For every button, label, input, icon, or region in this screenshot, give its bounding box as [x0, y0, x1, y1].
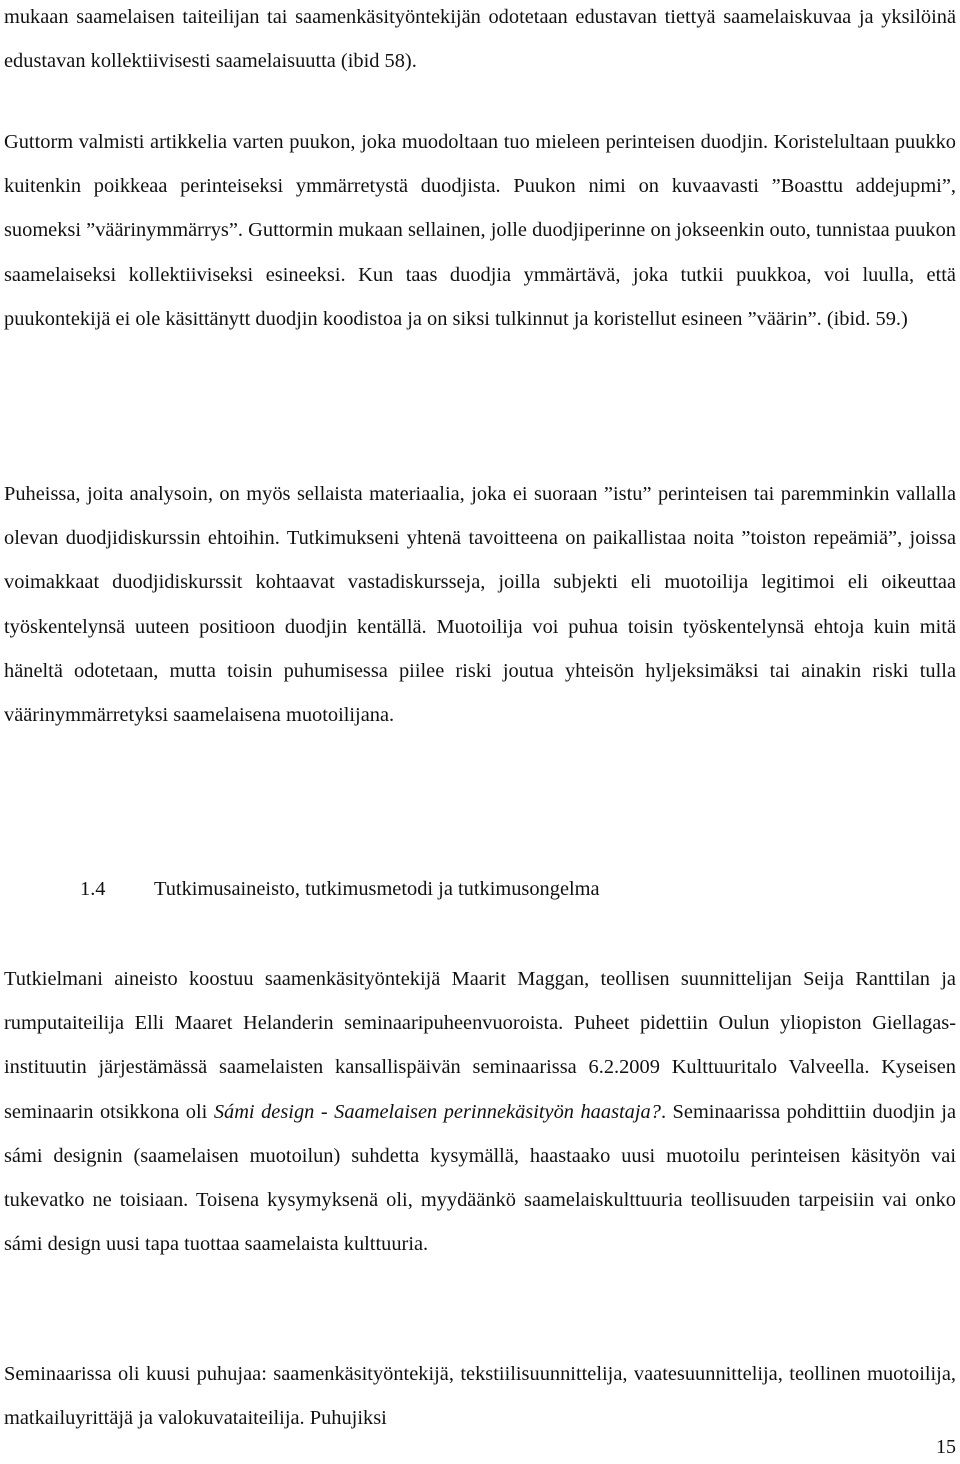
- paragraph-guttorm-puukko: Guttorm valmisti artikkelia varten puukon, joka muodoltaan tuo mieleen perinteisen duodjin. Koristelultaan puukko kuitenkin poikkeaa perinteiseksi ymmärretystä duodjista. Puukon nimi on kuvaavasti ”Boasttu addejupmi”, suomeksi ”väärinymmärrys”. Guttormin mukaan sellainen, jolle duodjiperinne on jokseenkin outo, tunnistaa puukon saamelaiseksi kollektiiviseksi esineeksi. Kun taas duodjia ymmärtävä, joka tutkii puukkoa, voi luulla, että puukontekijä ei ole käsittänytt duodjin koodistoa ja on siksi tulkinnut ja koristellut esineen ”väärin”. (ibid. 59.): [4, 131, 956, 330]
- seminar-title-italic: Sámi design - Saamelaisen perinnekäsityön haastaja?: [213, 1100, 661, 1123]
- paragraph-saamelaiskuva: mukaan saamelaisen taiteilijan tai saamenkäsityöntekijän odotetaan edustavan tiettyä saamelaiskuvaa ja yksilöinä edustavan kollektiivisesti saamelaisuutta (ibid 58).: [4, 6, 956, 73]
- section-number: 1.4: [80, 878, 106, 900]
- paragraph-aineisto-text-start: Tutkielmani aineisto koostuu saamenkäsityöntekijä Maarit Maggan, teollisen suunnittelijan Seija Ranttilan ja rumputaiteilija Elli Maaret Helanderin seminaaripuheenvuoroista. Puheet pidettiin Oulun yliopiston Giellagas-instituutin järjestämässä saamelaisten kansallispäivän seminaarissa 6.2.2009 Kulttuuritalo Valveella. Kyseisen seminaarin otsikkona oli: [4, 968, 956, 1123]
- paragraph-aineisto: [4, 957, 956, 1266]
- paragraph-aineisto-text-end: . Seminaarissa pohdittiin duodjin ja sámi designin (saamelaisen muotoilun) suhdetta kysymällä, haastaako uusi muotoilu perinteisen käsityön vai tukevatko ne toisiaan. Toisena kysymyksenä oli, myydäänkö saamelaiskulttuuria teollisuuden tarpeisiin vai onko sámi design uusi tapa tuottaa saamelaista kulttuuria.: [4, 1100, 956, 1256]
- section-heading: [80, 867, 600, 911]
- section-title: Tutkimusaineisto, tutkimusmetodi ja tutkimusongelma: [154, 878, 600, 900]
- paragraph-puhujat: Seminaarissa oli kuusi puhujaa: saamenkäsityöntekijä, tekstiilisuunnittelija, vaatesuunnittelija, teollinen muotoilija, matkailuyrittäjä ja valokuvataiteilija. Puhujiksi: [4, 1363, 956, 1430]
- paragraph-toiston-repeamat: Puheissa, joita analysoin, on myös sellaista materiaalia, joka ei suoraan ”istu” perinteisen tai paremminkin vallalla olevan duodjidiskurssin ehtoihin. Tutkimukseni yhtenä tavoitteena on paikallistaa noita ”toiston repeämiä”, joissa voimakkaat duodjidiskurssit kohtaavat vastadiskursseja, joilla subjekti eli muotoilija legitimoi eli oikeuttaa työskentelynsä uuteen positioon duodjin kentällä. Muotoilija voi puhua toisin työskentelynsä ehtoja kuin mitä häneltä odotetaan, mutta toisin puhumisessa piilee riski joutua yhteisön hyljeksimäksi tai ainakin riski tulla väärinymmärretyksi saamelaisena muotoilijana.: [4, 483, 956, 727]
- page-number: 15: [936, 1436, 956, 1458]
